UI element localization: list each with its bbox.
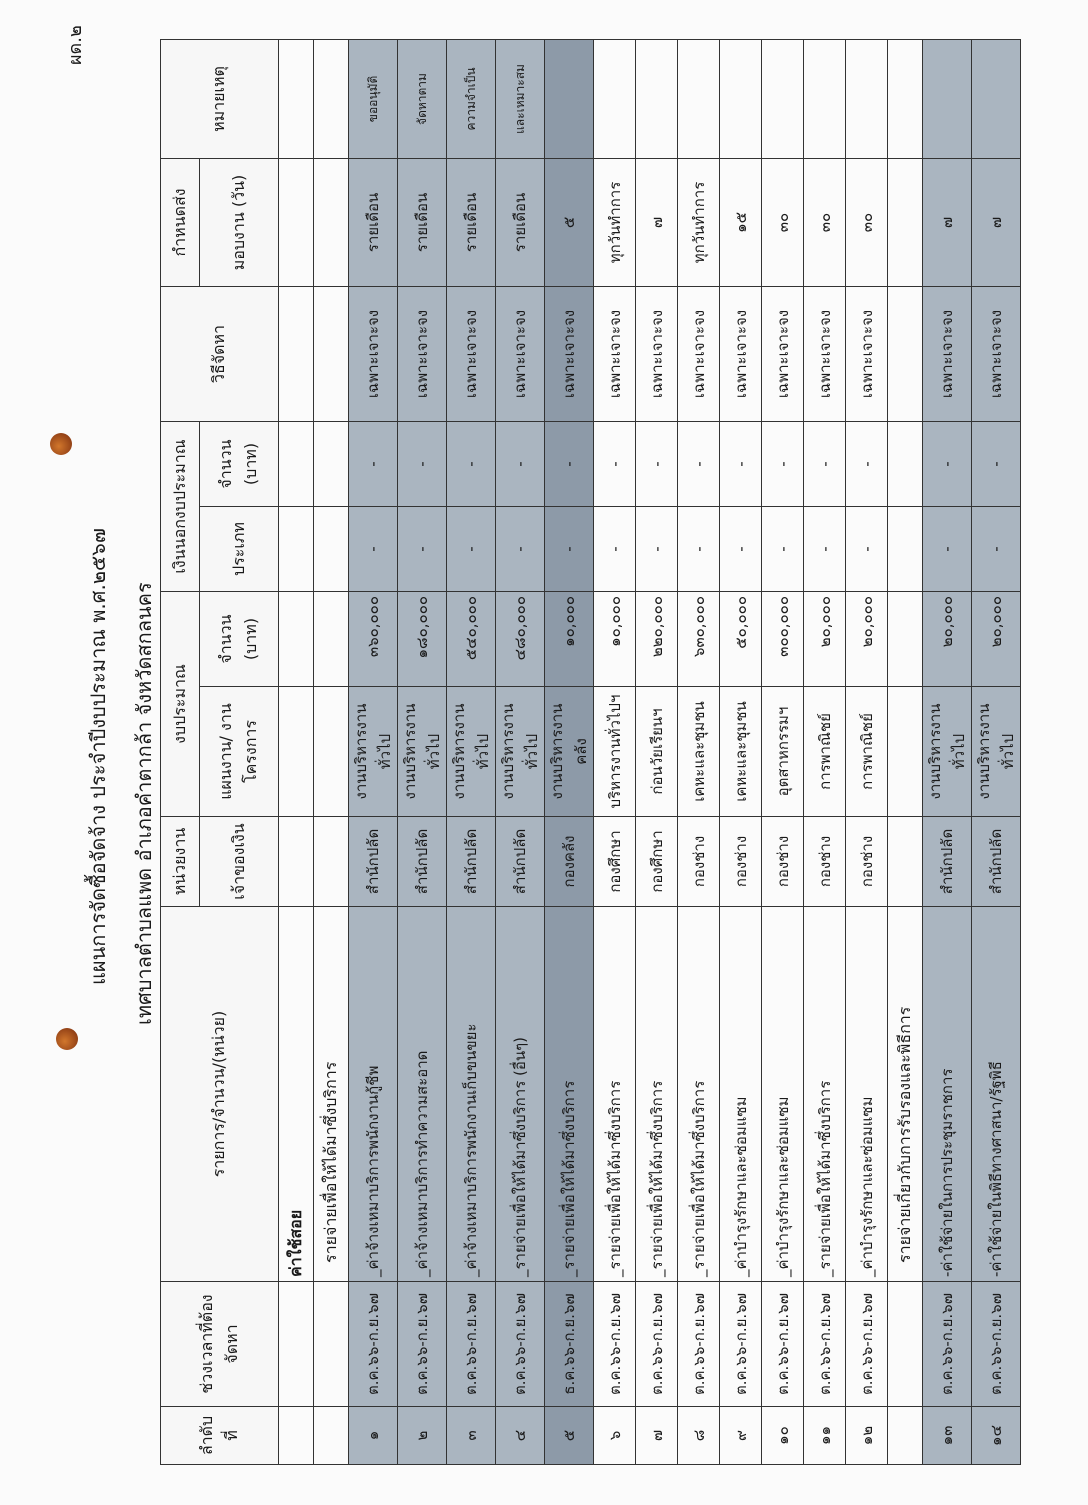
cell-remark xyxy=(804,39,846,158)
cell-amount: ๒๐,๐๐๐ xyxy=(972,592,1021,687)
cell-delivery: ๑๕ xyxy=(720,158,762,286)
cell-delivery: รายเดือน xyxy=(398,158,447,286)
header-budget-plan: แผนงาน/ งานโครงการ xyxy=(200,687,279,817)
cell-item: _ค่าจ้างเหมาบริการพนักงานกู้ชีพ xyxy=(349,907,398,1282)
cell-off-amount: - xyxy=(594,421,636,506)
cell-period: ต.ค.๖๖-ก.ย.๖๗ xyxy=(846,1282,888,1407)
header-budget-group: งบประมาณ xyxy=(161,592,200,817)
cell-plan: งานบริหารงานทั่วไป xyxy=(349,687,398,817)
cell-amount: ๔๘๐,๐๐๐ xyxy=(496,592,545,687)
header-method: วิธีจัดหา xyxy=(161,286,279,421)
cell-method: เฉพาะเจาะจง xyxy=(678,286,720,421)
cell-delivery: รายเดือน xyxy=(496,158,545,286)
cell-type: - xyxy=(846,507,888,592)
cell-period: ต.ค.๖๖-ก.ย.๖๗ xyxy=(349,1282,398,1407)
page-number: ผด.๒ xyxy=(65,25,86,65)
section-subtitle: รายจ่ายเกี่ยวกับการรับรองและพิธีการ xyxy=(888,907,923,1282)
cell-item: _รายจ่ายเพื่อให้ได้มาซึ่งบริการ xyxy=(678,907,720,1282)
header-delivery: มอบงาน (วัน) xyxy=(200,158,279,286)
cell-off-amount: - xyxy=(678,421,720,506)
cell-type: - xyxy=(762,507,804,592)
cell-plan: การพาณิชย์ xyxy=(804,687,846,817)
cell-amount: ๑๐,๐๐๐ xyxy=(594,592,636,687)
cell-off-amount: - xyxy=(972,421,1021,506)
cell-item: _ค่าบำรุงรักษาและซ่อมแซม xyxy=(720,907,762,1282)
header-offbudget-group: เงินนอกงบประมาณ xyxy=(161,421,200,591)
cell-plan: ก่อนวัยเรียนฯ xyxy=(636,687,678,817)
cell-method: เฉพาะเจาะจง xyxy=(496,286,545,421)
cell-delivery: ๓๐ xyxy=(804,158,846,286)
cell-plan: อุตสาหกรรมฯ xyxy=(762,687,804,817)
cell-plan: งานบริหารงานคลัง xyxy=(545,687,594,817)
cell-type: - xyxy=(594,507,636,592)
cell-type: - xyxy=(496,507,545,592)
cell-item: _รายจ่ายเพื่อให้ได้มาซึ่งบริการ xyxy=(804,907,846,1282)
cell-item: -ค่าใช้จ่ายในพิธีทางศาสนา/รัฐพิธี xyxy=(972,907,1021,1282)
cell-no: ๑ xyxy=(349,1407,398,1465)
cell-delivery: รายเดือน xyxy=(447,158,496,286)
cell-remark xyxy=(923,39,972,158)
cell-plan: เคหะและชุมชน xyxy=(720,687,762,817)
cell-delivery: ๓๐ xyxy=(846,158,888,286)
cell-method: เฉพาะเจาะจง xyxy=(636,286,678,421)
cell-no: ๑๒ xyxy=(846,1407,888,1465)
seal-icon xyxy=(50,433,72,455)
cell-owner: กองศึกษา xyxy=(636,817,678,907)
cell-no: ๔ xyxy=(496,1407,545,1465)
cell-owner: กองช่าง xyxy=(846,817,888,907)
cell-type: - xyxy=(678,507,720,592)
cell-delivery: ทุกวันทำการ xyxy=(594,158,636,286)
table-row xyxy=(762,39,804,1464)
cell-remark xyxy=(846,39,888,158)
table-row xyxy=(720,39,762,1464)
cell-method: เฉพาะเจาะจง xyxy=(447,286,496,421)
cell-remark xyxy=(762,39,804,158)
cell-remark xyxy=(972,39,1021,158)
cell-item: _รายจ่ายเพื่อให้ได้มาซึ่งบริการ (อื่นๆ) xyxy=(496,907,545,1282)
header-delivery-group: กำหนดส่ง xyxy=(161,158,200,286)
cell-plan: บริหารงานทั่วไปฯ xyxy=(594,687,636,817)
cell-off-amount: - xyxy=(923,421,972,506)
header-unit-owner: เจ้าของเงิน xyxy=(200,817,279,907)
cell-off-amount: - xyxy=(804,421,846,506)
cell-owner: สำนักปลัด xyxy=(447,817,496,907)
procurement-table xyxy=(160,39,1021,1465)
cell-owner: กองช่าง xyxy=(678,817,720,907)
cell-period: ต.ค.๖๖-ก.ย.๖๗ xyxy=(496,1282,545,1407)
cell-no: ๑๔ xyxy=(972,1407,1021,1465)
cell-item: _ค่าบำรุงรักษาและซ่อมแซม xyxy=(846,907,888,1282)
cell-type: - xyxy=(447,507,496,592)
cell-type: - xyxy=(720,507,762,592)
cell-owner: สำนักปลัด xyxy=(972,817,1021,907)
cell-item: _รายจ่ายเพื่อให้ได้มาซึ่งบริการ xyxy=(545,907,594,1282)
cell-no: ๑๐ xyxy=(762,1407,804,1465)
cell-amount: ๒๒๐,๐๐๐ xyxy=(636,592,678,687)
cell-remark xyxy=(545,39,594,158)
table-row xyxy=(846,39,888,1464)
cell-off-amount: - xyxy=(636,421,678,506)
cell-method: เฉพาะเจาะจง xyxy=(349,286,398,421)
cell-no: ๖ xyxy=(594,1407,636,1465)
cell-delivery: ๗ xyxy=(972,158,1021,286)
cell-method: เฉพาะเจาะจง xyxy=(594,286,636,421)
cell-owner: กองช่าง xyxy=(804,817,846,907)
cell-period: ต.ค.๖๖-ก.ย.๖๗ xyxy=(636,1282,678,1407)
section-row xyxy=(888,39,923,1464)
cell-no: ๘ xyxy=(678,1407,720,1465)
header-offbudget-amount: จำนวน (บาท) xyxy=(200,421,279,506)
cell-type: - xyxy=(349,507,398,592)
cell-remark xyxy=(594,39,636,158)
cell-no: ๙ xyxy=(720,1407,762,1465)
header-offbudget-type: ประเภท xyxy=(200,507,279,592)
cell-amount: ๓๐๐,๐๐๐ xyxy=(762,592,804,687)
section-title: ค่าใช้สอย xyxy=(279,907,314,1282)
table-row xyxy=(349,39,398,1464)
cell-off-amount: - xyxy=(496,421,545,506)
cell-owner: กองศึกษา xyxy=(594,817,636,907)
table-row xyxy=(594,39,636,1464)
seal-icon xyxy=(56,1028,78,1050)
cell-amount: ๖๓๐,๐๐๐ xyxy=(678,592,720,687)
cell-period: ต.ค.๖๖-ก.ย.๖๗ xyxy=(398,1282,447,1407)
header-remark: หมายเหตุ xyxy=(161,39,279,158)
table-row xyxy=(636,39,678,1464)
cell-item: _ค่าบำรุงรักษาและซ่อมแซม xyxy=(762,907,804,1282)
cell-period: ต.ค.๖๖-ก.ย.๖๗ xyxy=(678,1282,720,1407)
table-row xyxy=(972,39,1021,1464)
cell-type: - xyxy=(923,507,972,592)
cell-no: ๑๓ xyxy=(923,1407,972,1465)
cell-delivery: ทุกวันทำการ xyxy=(678,158,720,286)
cell-off-amount: - xyxy=(349,421,398,506)
cell-no: ๑๑ xyxy=(804,1407,846,1465)
cell-owner: สำนักปลัด xyxy=(496,817,545,907)
header-period: ช่วงเวลาที่ต้องจัดหา xyxy=(161,1282,279,1407)
cell-plan: งานบริหารงานทั่วไป xyxy=(972,687,1021,817)
table-row xyxy=(447,39,496,1464)
cell-delivery: ๗ xyxy=(636,158,678,286)
cell-amount: ๒๐,๐๐๐ xyxy=(804,592,846,687)
table-row xyxy=(496,39,545,1464)
cell-type: - xyxy=(636,507,678,592)
cell-remark xyxy=(636,39,678,158)
cell-plan: งานบริหารงานทั่วไป xyxy=(923,687,972,817)
cell-period: ต.ค.๖๖-ก.ย.๖๗ xyxy=(804,1282,846,1407)
table-row xyxy=(923,39,972,1464)
cell-type: - xyxy=(545,507,594,592)
cell-amount: ๕๐,๐๐๐ xyxy=(720,592,762,687)
cell-delivery: ๓๐ xyxy=(762,158,804,286)
cell-off-amount: - xyxy=(545,421,594,506)
cell-type: - xyxy=(398,507,447,592)
cell-method: เฉพาะเจาะจง xyxy=(398,286,447,421)
header-budget-amount: จำนวน (บาท) xyxy=(200,592,279,687)
cell-item: _ค่าจ้างเหมาบริการทำความสะอาด xyxy=(398,907,447,1282)
cell-no: ๓ xyxy=(447,1407,496,1465)
cell-plan: งานบริหารงานทั่วไป xyxy=(398,687,447,817)
cell-remark: ความจำเป็น xyxy=(447,39,496,158)
cell-method: เฉพาะเจาะจง xyxy=(762,286,804,421)
cell-delivery: ๗ xyxy=(923,158,972,286)
cell-plan: เคหะและชุมชน xyxy=(678,687,720,817)
cell-amount: ๕๔๐,๐๐๐ xyxy=(447,592,496,687)
cell-plan: การพาณิชย์ xyxy=(846,687,888,817)
cell-remark: จัดหาตาม xyxy=(398,39,447,158)
cell-type: - xyxy=(972,507,1021,592)
cell-method: เฉพาะเจาะจง xyxy=(923,286,972,421)
cell-delivery: ๕ xyxy=(545,158,594,286)
cell-method: เฉพาะเจาะจง xyxy=(545,286,594,421)
cell-type: - xyxy=(804,507,846,592)
cell-plan: งานบริหารงานทั่วไป xyxy=(447,687,496,817)
header-unit-group: หน่วยงาน xyxy=(161,817,200,907)
cell-owner: สำนักปลัด xyxy=(923,817,972,907)
cell-delivery: รายเดือน xyxy=(349,158,398,286)
cell-period: ต.ค.๖๖-ก.ย.๖๗ xyxy=(447,1282,496,1407)
cell-off-amount: - xyxy=(447,421,496,506)
section-subtitle: รายจ่ายเพื่อให้ได้มาซึ่งบริการ xyxy=(314,907,349,1282)
cell-amount: ๓๖๐,๐๐๐ xyxy=(349,592,398,687)
cell-owner: สำนักปลัด xyxy=(398,817,447,907)
cell-remark xyxy=(678,39,720,158)
cell-method: เฉพาะเจาะจง xyxy=(804,286,846,421)
cell-no: ๗ xyxy=(636,1407,678,1465)
cell-off-amount: - xyxy=(846,421,888,506)
document-subtitle: เทศบาลตำบลแพด อำเภอคำตากล้า จังหวัดสกลนคร xyxy=(132,582,156,1025)
cell-amount: ๑๘๐,๐๐๐ xyxy=(398,592,447,687)
cell-period: ต.ค.๖๖-ก.ย.๖๗ xyxy=(720,1282,762,1407)
cell-no: ๕ xyxy=(545,1407,594,1465)
cell-owner: กองช่าง xyxy=(762,817,804,907)
cell-item: -ค่าใช้จ่ายในการประชุมราชการ xyxy=(923,907,972,1282)
cell-plan: งานบริหารงานทั่วไป xyxy=(496,687,545,817)
cell-owner: กองช่าง xyxy=(720,817,762,907)
cell-remark: และเหมาะสม xyxy=(496,39,545,158)
cell-off-amount: - xyxy=(398,421,447,506)
cell-remark xyxy=(720,39,762,158)
cell-off-amount: - xyxy=(762,421,804,506)
cell-off-amount: - xyxy=(720,421,762,506)
cell-owner: สำนักปลัด xyxy=(349,817,398,907)
cell-owner: กองคลัง xyxy=(545,817,594,907)
cell-item: _รายจ่ายเพื่อให้ได้มาซึ่งบริการ xyxy=(594,907,636,1282)
table-row xyxy=(678,39,720,1464)
cell-period: ธ.ค.๖๖-ก.ย.๖๗ xyxy=(545,1282,594,1407)
table-row xyxy=(398,39,447,1464)
cell-method: เฉพาะเจาะจง xyxy=(720,286,762,421)
cell-amount: ๒๐,๐๐๐ xyxy=(846,592,888,687)
cell-period: ต.ค.๖๖-ก.ย.๖๗ xyxy=(923,1282,972,1407)
header-no: ลำดับที่ xyxy=(161,1407,279,1465)
table-row xyxy=(545,39,594,1464)
cell-amount: ๒๐,๐๐๐ xyxy=(923,592,972,687)
cell-method: เฉพาะเจาะจง xyxy=(972,286,1021,421)
header-item: รายการ/จำนวน/(หน่วย) xyxy=(161,907,279,1282)
cell-amount: ๑๐,๐๐๐ xyxy=(545,592,594,687)
cell-period: ต.ค.๖๖-ก.ย.๖๗ xyxy=(762,1282,804,1407)
cell-method: เฉพาะเจาะจง xyxy=(846,286,888,421)
cell-period: ต.ค.๖๖-ก.ย.๖๗ xyxy=(594,1282,636,1407)
document-title: แผนการจัดซื้อจัดจ้าง ประจำปีงบประมาณ พ.ศ.๒๕๖๗ xyxy=(86,528,110,985)
cell-period: ต.ค.๖๖-ก.ย.๖๗ xyxy=(972,1282,1021,1407)
cell-item: _รายจ่ายเพื่อให้ได้มาซึ่งบริการ xyxy=(636,907,678,1282)
table-row xyxy=(804,39,846,1464)
cell-no: ๒ xyxy=(398,1407,447,1465)
cell-item: _ค่าจ้างเหมาบริการพนักงานเก็บขนขยะ xyxy=(447,907,496,1282)
cell-remark: ขออนุมัติ xyxy=(349,39,398,158)
